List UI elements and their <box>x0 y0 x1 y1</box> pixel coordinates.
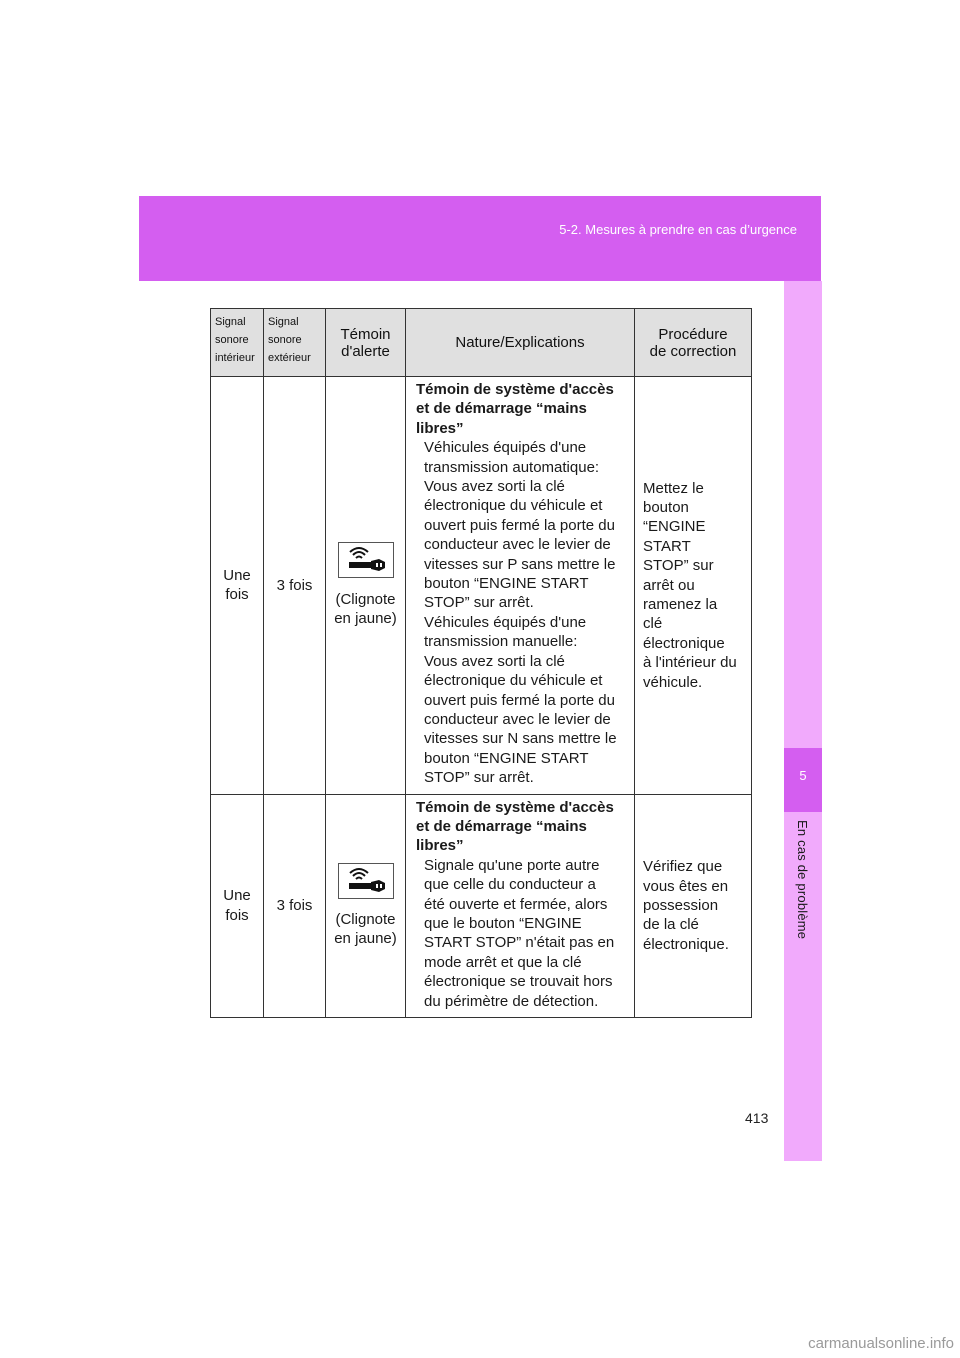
procedure-cell: Vérifiez que vous êtes en possession de la clé électronique. <box>635 794 752 1017</box>
nature-cell <box>406 377 635 795</box>
indicator-note: (Clignote en jaune) <box>334 590 397 627</box>
page-number: 413 <box>745 1110 769 1126</box>
nature-title: Témoin de système d'accès et de démarrage “mains libres” <box>416 798 614 855</box>
outer-signal-cell: 3 fois <box>264 377 326 795</box>
header-nature: Nature/Explications <box>406 309 635 377</box>
inner-signal-cell: Une fois <box>211 377 264 795</box>
nature-body: Véhicules équipés d'une transmission automatique: Vous avez sorti la clé électronique du véhicule et ouvert puis fermé la porte du conducteur avec le levier de vitesses sur P sans mettre le bouton “ENGINE START STOP” sur arrêt. Véhicules équipés d'une transmission manuelle: Vous avez sorti la clé électronique du véhicule et ouvert puis fermé la porte du conducteur avec le levier de vitesses sur N sans mettre le bouton “ENGINE START STOP” sur arrêt. <box>424 439 617 787</box>
table-header-row <box>211 309 752 377</box>
nature-body: Signale qu'une porte autre que celle du conducteur a été ouverte et fermée, alors que le bouton “ENGINE START STOP” n'était pas en mode arrêt et que la clé électronique se trouvait hors du périmètre de détection. <box>424 856 615 1010</box>
side-tab <box>784 281 822 1161</box>
smart-key-warning-icon <box>338 542 394 578</box>
inner-signal-cell: Une fois <box>211 794 264 1017</box>
table-row <box>211 377 752 795</box>
watermark[interactable]: carmanualsonline.info <box>808 1335 954 1352</box>
header-band <box>139 196 821 281</box>
chapter-title: En cas de problème <box>795 820 810 940</box>
header-indicator: Témoin d'alerte <box>326 309 406 377</box>
indicator-cell <box>326 794 406 1017</box>
nature-cell <box>406 794 635 1017</box>
outer-signal-cell: 3 fois <box>264 794 326 1017</box>
header-procedure: Procédure de correction <box>635 309 752 377</box>
warning-table <box>210 308 752 1018</box>
procedure-cell: Mettez le bouton “ENGINE START STOP” sur arrêt ou ramenez la clé électronique à l'intérieur du véhicule. <box>635 377 752 795</box>
indicator-cell <box>326 377 406 795</box>
header-outer-signal: Signal sonore extérieur <box>264 309 326 377</box>
nature-title: Témoin de système d'accès et de démarrage “mains libres” <box>416 381 614 437</box>
chapter-number: 5 <box>799 768 807 783</box>
table-row <box>211 794 752 1017</box>
header-inner-signal: Signal sonore intérieur <box>211 309 264 377</box>
smart-key-warning-icon <box>338 863 394 899</box>
section-title: 5-2. Mesures à prendre en cas d’urgence <box>559 222 797 237</box>
indicator-note: (Clignote en jaune) <box>334 911 397 948</box>
